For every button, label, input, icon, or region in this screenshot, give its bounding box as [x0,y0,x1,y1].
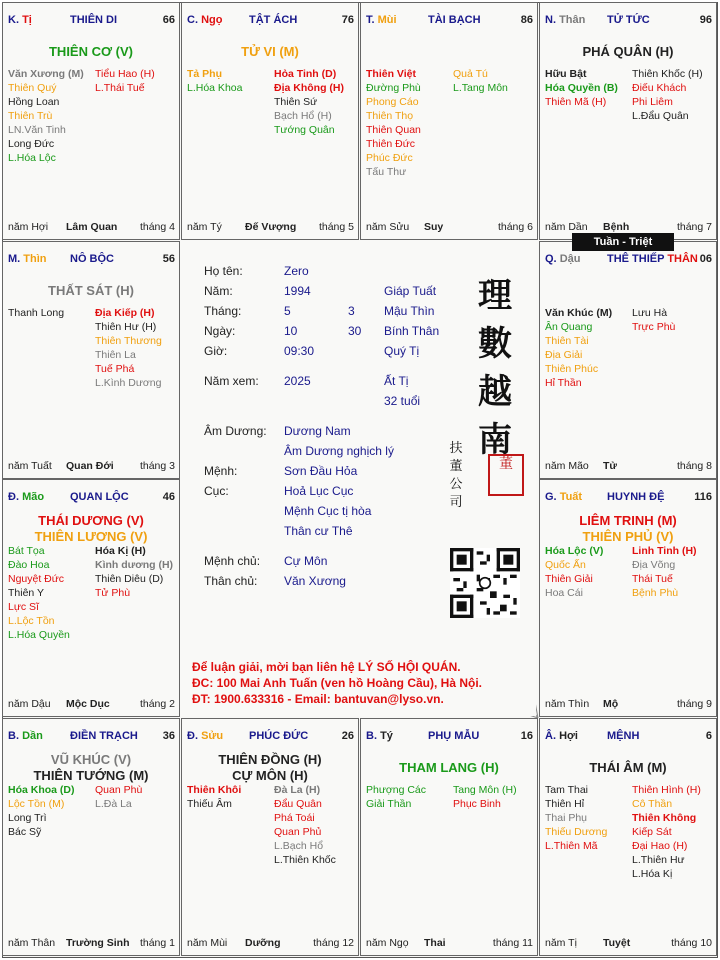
minor-stars-left [545,783,607,853]
palace-stage: Quan Đới [66,460,114,472]
palace-name: TÀI BẠCH [428,14,481,26]
minor-star: L.Lộc Tồn [8,615,55,627]
palace-age-number: 66 [162,14,175,26]
palace-age-number: 116 [694,491,712,503]
palace-year: năm Ngọ [366,937,409,949]
palace-stage: Đế Vượng [245,221,297,233]
palace-cell[interactable] [2,2,180,240]
palace-age-number: 86 [520,14,533,26]
palace-stage: Tử [603,460,618,472]
minor-stars-right [95,306,162,390]
palace-year: năm Mùi [187,937,228,949]
minor-star: Đại Hao (H) [632,840,688,852]
palace-name: THIÊN DI [70,14,118,26]
palace-branch: K. Tị [8,14,32,26]
hour-can: Quý Tị [384,344,420,358]
minor-stars-left [545,67,618,109]
palace-branch: B. Dần [8,730,43,742]
calligraphy-logo: 理數越南 [478,276,512,460]
minor-star: Tấu Thư [366,166,407,178]
minor-star: Thiên Hư (H) [95,321,157,333]
minor-star: Bác Sỹ [8,826,42,838]
palace-stage: Bệnh [603,221,630,233]
palace-year: năm Hợi [8,221,49,233]
minor-star: Tướng Quân [274,124,335,136]
minor-star: L.Kình Dương [95,377,162,389]
minor-star: Thiên Sứ [274,96,318,108]
major-star: VŨ KHÚC (V) [50,752,132,767]
minor-star: L.Thiên Hư [632,854,685,866]
minor-star: Hóa Quyền (B) [545,82,618,94]
minor-star: Giải Thần [366,798,412,810]
cuc-value-2: Mệnh Cục tị hòa [284,504,372,518]
contact-line-1: Để luận giải, mời bạn liên hệ LÝ SỐ HỘI QUÁN. [192,660,461,674]
minor-star: Thiên Tài [545,335,589,347]
minor-star: Thiên Quan [366,124,421,136]
amduong-value-2: Âm Dương nghịch lý [284,444,394,458]
contact-phone-email[interactable]: ĐT: 1900.633316 - Email: bantuvan@lyso.vn. [192,692,444,706]
minor-star: Thiên Trù [8,110,53,122]
minor-star: Kình dương (H) [95,559,174,571]
minor-star: Thiên Hỉ [545,798,585,810]
contact-address: ĐC: 100 Mai Anh Tuấn (ven hồ Hoàng Cầu), Hà Nội. [192,676,483,690]
palace-year: năm Dậu [8,698,51,710]
tuan-triet-badge: Tuần - Triệt [572,233,674,251]
minor-star: Đường Phù [366,82,421,94]
palace-month: tháng 10 [671,937,712,949]
palace-cell[interactable] [539,241,717,479]
minor-star: Long Trì [8,812,47,824]
palace-age-number: 96 [699,14,712,26]
minor-star: Kiếp Sát [632,826,672,838]
palace-cell[interactable] [2,241,180,479]
minor-star: Điếu Khách [632,82,687,94]
major-star: THIÊN PHỦ (V) [582,529,674,544]
year-value: 1994 [284,284,311,298]
palace-name: NÔ BỘC [70,253,114,265]
red-seal-stamp: 董 [488,454,524,496]
palace-year: năm Tị [545,937,577,949]
month-label: Tháng: [204,304,242,318]
than-chu-value: Văn Xương [284,574,346,588]
minor-star: Cô Thần [632,798,673,810]
name-value: Zero [284,264,309,278]
minor-star: Lưu Hà [632,307,668,319]
year-label: Năm: [204,284,233,298]
palace-branch: Q. Dậu [545,253,581,265]
major-star: CỰ MÔN (H) [232,768,308,783]
palace-name: HUYNH ĐỆ [607,491,665,503]
minor-star: Đào Hoa [8,559,50,571]
minor-star: Thiên Việt [366,68,416,80]
palace-name: QUAN LỘC [70,491,129,503]
minor-star: Địa Kiếp (H) [95,307,155,319]
palace-year: năm Tuất [8,460,52,472]
view-year-label: Năm xem: [204,374,259,388]
minor-star: Hồng Loan [8,96,60,108]
minor-star: Tam Thai [545,784,588,796]
minor-star: L.Hóa Lộc [8,152,56,164]
minor-stars-right [632,306,675,334]
major-star: TỬ VI (M) [241,44,299,59]
minor-star: Văn Xương (M) [8,68,84,80]
minor-stars-left [187,783,241,811]
minor-star: Bát Tọa [8,545,45,557]
day-label: Ngày: [204,324,236,338]
palace-branch: Đ. Sửu [187,730,224,742]
palace-branch: C. Ngọ [187,14,223,26]
minor-star: Thai Phụ [545,812,588,824]
month-can: Mậu Thìn [384,304,435,318]
palace-cell[interactable] [539,2,717,240]
palace-name: TẬT ÁCH [249,14,298,26]
major-star: THÁI ÂM (M) [589,760,667,775]
major-star: LIÊM TRINH (M) [579,513,677,528]
than-chu-label: Thân chủ: [204,574,258,588]
minor-star: Thiếu Âm [187,798,232,810]
minor-stars-right [95,783,142,811]
minor-star: Hóa Khoa (D) [8,784,75,796]
minor-stars-right [632,544,697,600]
minor-star: Thiên Không [632,812,697,824]
major-star: THẤT SÁT (H) [48,283,134,298]
palace-name: MỆNH [607,730,640,742]
minor-star: Văn Khúc (M) [545,307,613,319]
minor-star: Tiểu Hao (H) [95,68,155,80]
year-can: Giáp Tuất [384,284,437,298]
minor-star: Đẩu Quân [274,798,322,810]
palace-month: tháng 8 [676,460,712,472]
minor-star: Thiên Giải [545,573,593,585]
minor-star: Tả Phụ [187,68,223,80]
palace-cell[interactable] [2,479,180,717]
minor-stars-right [274,67,344,137]
amduong-label: Âm Dương: [204,424,267,438]
palace-cell[interactable] [181,718,359,956]
minor-stars-right [95,67,155,95]
day-lunar: 30 [348,324,362,338]
palace-age-number: 06 [699,253,712,265]
palace-name: PHỤ MẪU [428,730,480,742]
menh-value: Sơn Đầu Hỏa [284,464,358,478]
palace-year: năm Thìn [545,698,590,710]
minor-star: Long Đức [8,138,55,150]
cuc-value-3: Thân cư Thê [284,524,353,538]
palace-stage: Suy [424,221,444,233]
menh-chu-value: Cự Môn [284,554,328,568]
minor-star: Phi Liêm [632,96,673,108]
name-label: Họ tên: [204,264,243,278]
minor-star: L.Thiên Mã [545,840,598,852]
palace-stage: Trường Sinh [66,937,130,949]
minor-star: L.Bạch Hổ [274,840,324,852]
palace-name: TỬ TỨC [607,14,650,26]
minor-star: L.Thái Tuế [95,82,145,94]
minor-star: L.Tang Môn [453,82,508,94]
minor-star: Tuế Phá [95,363,135,375]
minor-star: Nguyệt Đức [8,573,65,585]
minor-stars-right [632,67,703,123]
minor-stars-left [8,67,84,165]
hour-value: 09:30 [284,344,315,358]
hour-label: Giờ: [204,344,228,358]
minor-star: Bạch Hổ (H) [274,110,332,122]
palace-cell[interactable] [539,479,717,717]
minor-star: Thiên Khôi [187,784,242,796]
palace-age-number: 26 [341,730,354,742]
palace-year: năm Sửu [366,221,410,233]
minor-star: Linh Tinh (H) [632,545,697,557]
minor-stars-right [453,783,517,811]
palace-month: tháng 6 [497,221,533,233]
palace-name: PHÚC ĐỨC [249,730,309,742]
palace-stage: Dưỡng [245,937,281,949]
minor-star: Thái Tuế [632,573,673,585]
qr-code-icon[interactable] [450,548,520,618]
palace-month: tháng 2 [139,698,175,710]
major-star: PHÁ QUÂN (H) [582,44,674,59]
minor-star: Quốc Ấn [545,559,586,571]
minor-stars-right [274,783,336,867]
major-star: THIÊN LƯƠNG (V) [34,529,148,544]
minor-star: L.Đà La [95,798,132,810]
palace-cell[interactable] [539,718,717,956]
minor-star: Địa Giải [545,349,583,361]
minor-star: Trực Phù [632,321,676,333]
minor-stars-right [95,544,173,600]
palace-stage: Mộ [603,698,619,710]
minor-star: Thiếu Dương [545,826,608,838]
minor-star: Thiên Khốc (H) [632,68,703,80]
center-panel [180,240,536,716]
minor-star: L.Hóa Kị [632,868,673,880]
palace-month: tháng 4 [139,221,175,233]
minor-star: Lực Sĩ [8,601,39,613]
age-value: 32 tuổi [384,394,421,408]
minor-star: Thiên Mã (H) [545,96,607,108]
minor-star: Thanh Long [8,307,65,319]
minor-stars-left [545,544,603,600]
palace-age-number: 6 [705,730,712,742]
major-star: THÁI DƯƠNG (V) [38,513,144,528]
palace-stage: Tuyệt [603,937,631,949]
minor-star: Hỏa Tinh (D) [274,68,337,80]
minor-stars-left [366,783,426,811]
palace-age-number: 36 [162,730,175,742]
minor-star: Phá Toái [274,812,315,824]
palace-year: năm Dần [545,221,588,233]
minor-star: Phục Binh [453,798,501,810]
palace-cell[interactable] [181,2,359,240]
major-star: THAM LANG (H) [399,760,499,775]
palace-month: tháng 5 [318,221,354,233]
calligraphy-small: 扶董公司 [449,441,463,510]
palace-age-number: 16 [520,730,533,742]
palace-branch: Đ. Mão [8,491,45,503]
menh-label: Mệnh: [204,464,238,478]
palace-branch: M. Thìn [8,253,47,265]
palace-branch: G. Tuất [545,491,583,503]
minor-star: L.Đẩu Quân [632,110,689,122]
major-star: THIÊN ĐỒNG (H) [218,752,322,767]
palace-age-number: 46 [162,491,175,503]
minor-star: Hoa Cái [545,587,583,599]
minor-star: Hữu Bật [545,68,587,80]
minor-star: L.Thiên Khốc [274,854,336,866]
palace-branch: Â. Hợi [545,730,578,742]
view-year-can: Ất Tị [384,374,409,388]
day-can: Bính Thân [384,324,440,338]
palace-name: ĐIỀN TRẠCH [70,730,138,742]
month-lunar: 3 [348,304,355,318]
major-star: THIÊN TƯỚNG (M) [33,768,149,783]
minor-star: Thiên Phúc [545,363,599,375]
palace-age-number: 76 [341,14,354,26]
minor-star: Thiên Đức [366,138,416,150]
minor-stars-left [8,544,70,642]
minor-star: Tử Phù [95,587,131,599]
minor-stars-right [453,67,508,95]
minor-star: Phượng Các [366,784,427,796]
menh-chu-label: Mệnh chủ: [204,554,261,568]
palace-cell[interactable] [360,718,538,956]
minor-star: Thiên La [95,349,136,361]
minor-star: L.Hóa Quyền [8,629,70,641]
minor-star: Bệnh Phù [632,587,679,599]
palace-month: tháng 7 [676,221,712,233]
palace-year: năm Tý [187,221,222,233]
minor-star: Hỉ Thần [545,377,582,389]
amduong-value: Dương Nam [284,424,351,438]
major-star: THIÊN CƠ (V) [48,44,134,59]
minor-star: Địa Võng [632,559,676,571]
palace-branch: B. Tý [366,730,393,742]
minor-star: Thiên Quý [8,82,57,94]
cuc-label: Cục: [204,484,229,498]
palace-stage: Thai [424,937,446,949]
minor-stars-left [8,783,75,839]
minor-stars-left [366,67,421,179]
palace-month: tháng 11 [492,937,533,949]
palace-month: tháng 12 [313,937,354,949]
minor-stars-left [187,67,242,95]
palace-month: tháng 9 [676,698,712,710]
palace-year: năm Thân [8,937,56,949]
minor-star: Tang Môn (H) [453,784,517,796]
minor-star: L.Hóa Khoa [187,82,243,94]
minor-star: Ân Quang [545,321,593,333]
minor-star: Thiên Diêu (D) [95,573,164,585]
minor-stars-left [545,306,612,390]
minor-star: LN.Văn Tinh [8,124,66,136]
palace-month: tháng 3 [139,460,175,472]
palace-stage: Lâm Quan [66,221,118,233]
palace-branch: T. Mùi [366,14,397,26]
minor-star: Địa Không (H) [274,82,344,94]
minor-star: Phong Cáo [366,96,419,108]
minor-star: Quan Phù [95,784,143,796]
minor-star: Quan Phủ [274,826,322,838]
palace-month: tháng 1 [139,937,175,949]
palace-stage: Mộc Dục [66,698,110,710]
palace-cell[interactable] [2,718,180,956]
minor-star: Thiên Y [8,587,44,599]
minor-star: Thiên Thọ [366,110,414,122]
palace-cell[interactable] [360,2,538,240]
palace-branch: N. Thân [545,14,586,26]
minor-star: Quả Tú [453,68,488,80]
minor-star: Thiên Thương [95,335,162,347]
day-solar: 10 [284,324,298,338]
month-solar: 5 [284,304,291,318]
palace-year: năm Mão [545,460,589,472]
cuc-value: Hoả Lục Cục [284,484,354,498]
minor-stars-left [8,306,64,320]
minor-star: Hóa Lộc (V) [545,545,604,557]
minor-star: Lộc Tồn (M) [8,798,65,810]
minor-star: Thiên Hình (H) [632,784,701,796]
palace-name: THÊ THIẾP THÂN [607,253,698,265]
minor-star: Hóa Kị (H) [95,545,146,557]
view-year-value: 2025 [284,374,311,388]
palace-age-number: 56 [162,253,175,265]
minor-star: Đà La (H) [274,784,321,796]
minor-star: Phúc Đức [366,152,413,164]
minor-stars-right [632,783,701,881]
